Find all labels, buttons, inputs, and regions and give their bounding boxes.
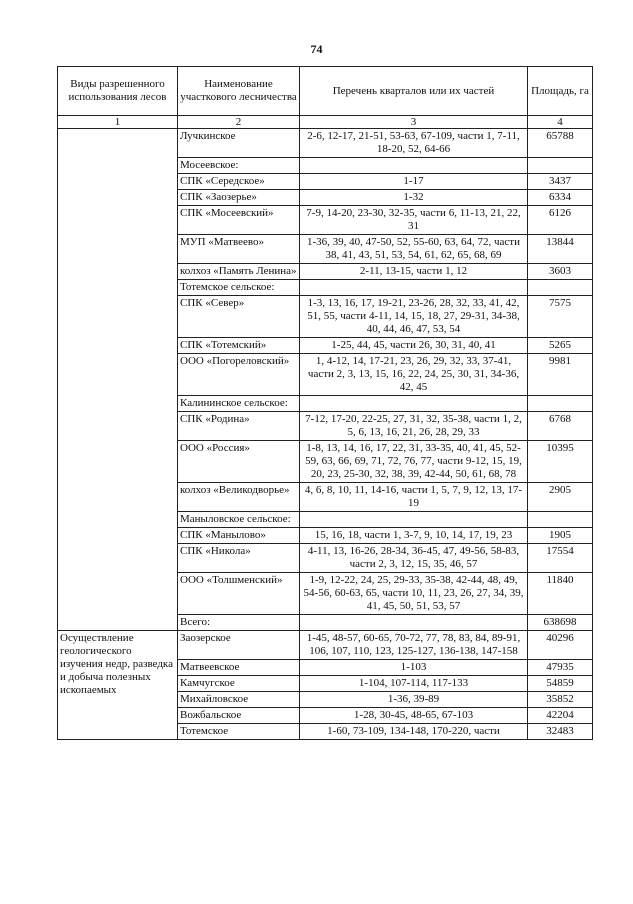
area-value: 35852 [528, 692, 593, 708]
quarters-list: 1-9, 12-22, 24, 25, 29-33, 35-38, 42-44, 48, 49, 54-56, 60-63, 65, части 10, 11, 23, 26, 27, 34, 39, 41, 45, 50, 51, 53, 57 [300, 573, 528, 615]
header-row [58, 67, 593, 116]
quarters-list [300, 396, 528, 412]
forestry-name: СПК «Манылово» [178, 528, 300, 544]
column-number-row [58, 116, 593, 129]
page-number: 74 [310, 42, 323, 56]
use-type-cell: Осуществление геологического изучения недр, разведка и добыча полезных ископаемых [58, 631, 178, 740]
forestry-name: ООО «Погореловский» [178, 354, 300, 396]
quarters-list: 4-11, 13, 16-26, 28-34, 36-45, 47, 49-56, 58-83, части 2, 3, 12, 15, 35, 46, 57 [300, 544, 528, 573]
quarters-list [300, 158, 528, 174]
forestry-name: Маныловское сельское: [178, 512, 300, 528]
forestry-name: колхоз «Память Ленина» [178, 264, 300, 280]
quarters-list: 1-17 [300, 174, 528, 190]
forestry-name: СПК «Заозерье» [178, 190, 300, 206]
col-number: 4 [528, 116, 593, 129]
forestry-name: ООО «Толшменский» [178, 573, 300, 615]
area-value: 7575 [528, 296, 593, 338]
quarters-list: 1-3, 13, 16, 17, 19-21, 23-26, 28, 32, 33, 41, 42, 51, 55, части 4-11, 14, 15, 18, 27, 29-31, 34-38, 40, 44, 46, 47, 53, 54 [300, 296, 528, 338]
quarters-list: 1-28, 30-45, 48-65, 67-103 [300, 708, 528, 724]
use-type-cell [58, 129, 178, 631]
area-value: 1905 [528, 528, 593, 544]
forestry-name: Калининское сельское: [178, 396, 300, 412]
area-value: 54859 [528, 676, 593, 692]
quarters-list: 15, 16, 18, части 1, 3-7, 9, 10, 14, 17, 19, 23 [300, 528, 528, 544]
forestry-name: Тотемское сельское: [178, 280, 300, 296]
area-value: 9981 [528, 354, 593, 396]
area-value: 32483 [528, 724, 593, 740]
quarters-list [300, 512, 528, 528]
forestry-name: Вожбальское [178, 708, 300, 724]
forestry-name: ООО «Россия» [178, 441, 300, 483]
header-quarters: Перечень кварталов или их частей [300, 67, 528, 116]
area-value: 5265 [528, 338, 593, 354]
area-value: 11840 [528, 573, 593, 615]
quarters-list: 1, 4-12, 14, 17-21, 23, 26, 29, 32, 33, 37-41, части 2, 3, 13, 15, 16, 22, 24, 25, 30, 31, 34-36, 42, 45 [300, 354, 528, 396]
quarters-list: 2-11, 13-15, части 1, 12 [300, 264, 528, 280]
area-value: 6334 [528, 190, 593, 206]
area-value: 42204 [528, 708, 593, 724]
table-row [58, 129, 593, 158]
area-value: 13844 [528, 235, 593, 264]
area-value [528, 158, 593, 174]
forestry-name: Камчугское [178, 676, 300, 692]
area-value [528, 280, 593, 296]
area-value: 17554 [528, 544, 593, 573]
forestry-name: МУП «Матвеево» [178, 235, 300, 264]
forestry-name: СПК «Север» [178, 296, 300, 338]
forestry-name: Тотемское [178, 724, 300, 740]
quarters-list [300, 615, 528, 631]
area-value: 47935 [528, 660, 593, 676]
area-value: 3437 [528, 174, 593, 190]
quarters-list: 1-45, 48-57, 60-65, 70-72, 77, 78, 83, 84, 89-91, 106, 107, 110, 123, 125-127, 136-138, 147-158 [300, 631, 528, 660]
forestry-name: СПК «Мосеевский» [178, 206, 300, 235]
quarters-list: 1-60, 73-109, 134-148, 170-220, части [300, 724, 528, 740]
quarters-list: 1-8, 13, 14, 16, 17, 22, 31, 33-35, 40, 41, 45, 52-59, 63, 66, 69, 71, 72, 76, 77, части 9-12, 15, 19, 20, 23, 25-30, 32, 38, 39, 42-44, 50, 61, 68, 78 [300, 441, 528, 483]
area-value: 6768 [528, 412, 593, 441]
col-number: 2 [178, 116, 300, 129]
area-value: 65788 [528, 129, 593, 158]
forestry-name: СПК «Родина» [178, 412, 300, 441]
forestry-name: СПК «Тотемский» [178, 338, 300, 354]
quarters-list: 4, 6, 8, 10, 11, 14-16, части 1, 5, 7, 9, 12, 13, 17-19 [300, 483, 528, 512]
area-value [528, 512, 593, 528]
forestry-name: колхоз «Великодворье» [178, 483, 300, 512]
quarters-list [300, 280, 528, 296]
col-number: 3 [300, 116, 528, 129]
quarters-list: 1-25, 44, 45, части 26, 30, 31, 40, 41 [300, 338, 528, 354]
quarters-list: 1-36, 39-89 [300, 692, 528, 708]
quarters-list: 1-103 [300, 660, 528, 676]
quarters-list: 1-104, 107-114, 117-133 [300, 676, 528, 692]
quarters-list: 1-32 [300, 190, 528, 206]
quarters-list: 7-12, 17-20, 22-25, 27, 31, 32, 35-38, части 1, 2, 5, 6, 13, 16, 21, 26, 28, 29, 33 [300, 412, 528, 441]
area-value: 40296 [528, 631, 593, 660]
area-value: 2905 [528, 483, 593, 512]
header-use-type: Виды разрешенного использования лесов [58, 67, 178, 116]
area-value [528, 396, 593, 412]
area-value: 10395 [528, 441, 593, 483]
header-area: Площадь, га [528, 67, 593, 116]
area-value: 638698 [528, 615, 593, 631]
col-number: 1 [58, 116, 178, 129]
quarters-list: 1-36, 39, 40, 47-50, 52, 55-60, 63, 64, 72, части 38, 41, 43, 51, 53, 54, 61, 62, 65, 68, 69 [300, 235, 528, 264]
forestry-name: СПК «Никола» [178, 544, 300, 573]
table-row [58, 631, 593, 660]
header-forestry: Наименование участкового лесничества [178, 67, 300, 116]
forestry-name: Мосеевское: [178, 158, 300, 174]
quarters-list: 2-6, 12-17, 21-51, 53-63, 67-109, части 1, 7-11, 18-20, 52, 64-66 [300, 129, 528, 158]
forest-use-table [57, 66, 593, 740]
forestry-name: Михайловское [178, 692, 300, 708]
forestry-name: Всего: [178, 615, 300, 631]
quarters-list: 7-9, 14-20, 23-30, 32-35, части 6, 11-13, 21, 22, 31 [300, 206, 528, 235]
forestry-name: Матвеевское [178, 660, 300, 676]
forestry-name: Заозерское [178, 631, 300, 660]
forestry-name: СПК «Середское» [178, 174, 300, 190]
area-value: 3603 [528, 264, 593, 280]
forestry-name: Лучкинское [178, 129, 300, 158]
area-value: 6126 [528, 206, 593, 235]
